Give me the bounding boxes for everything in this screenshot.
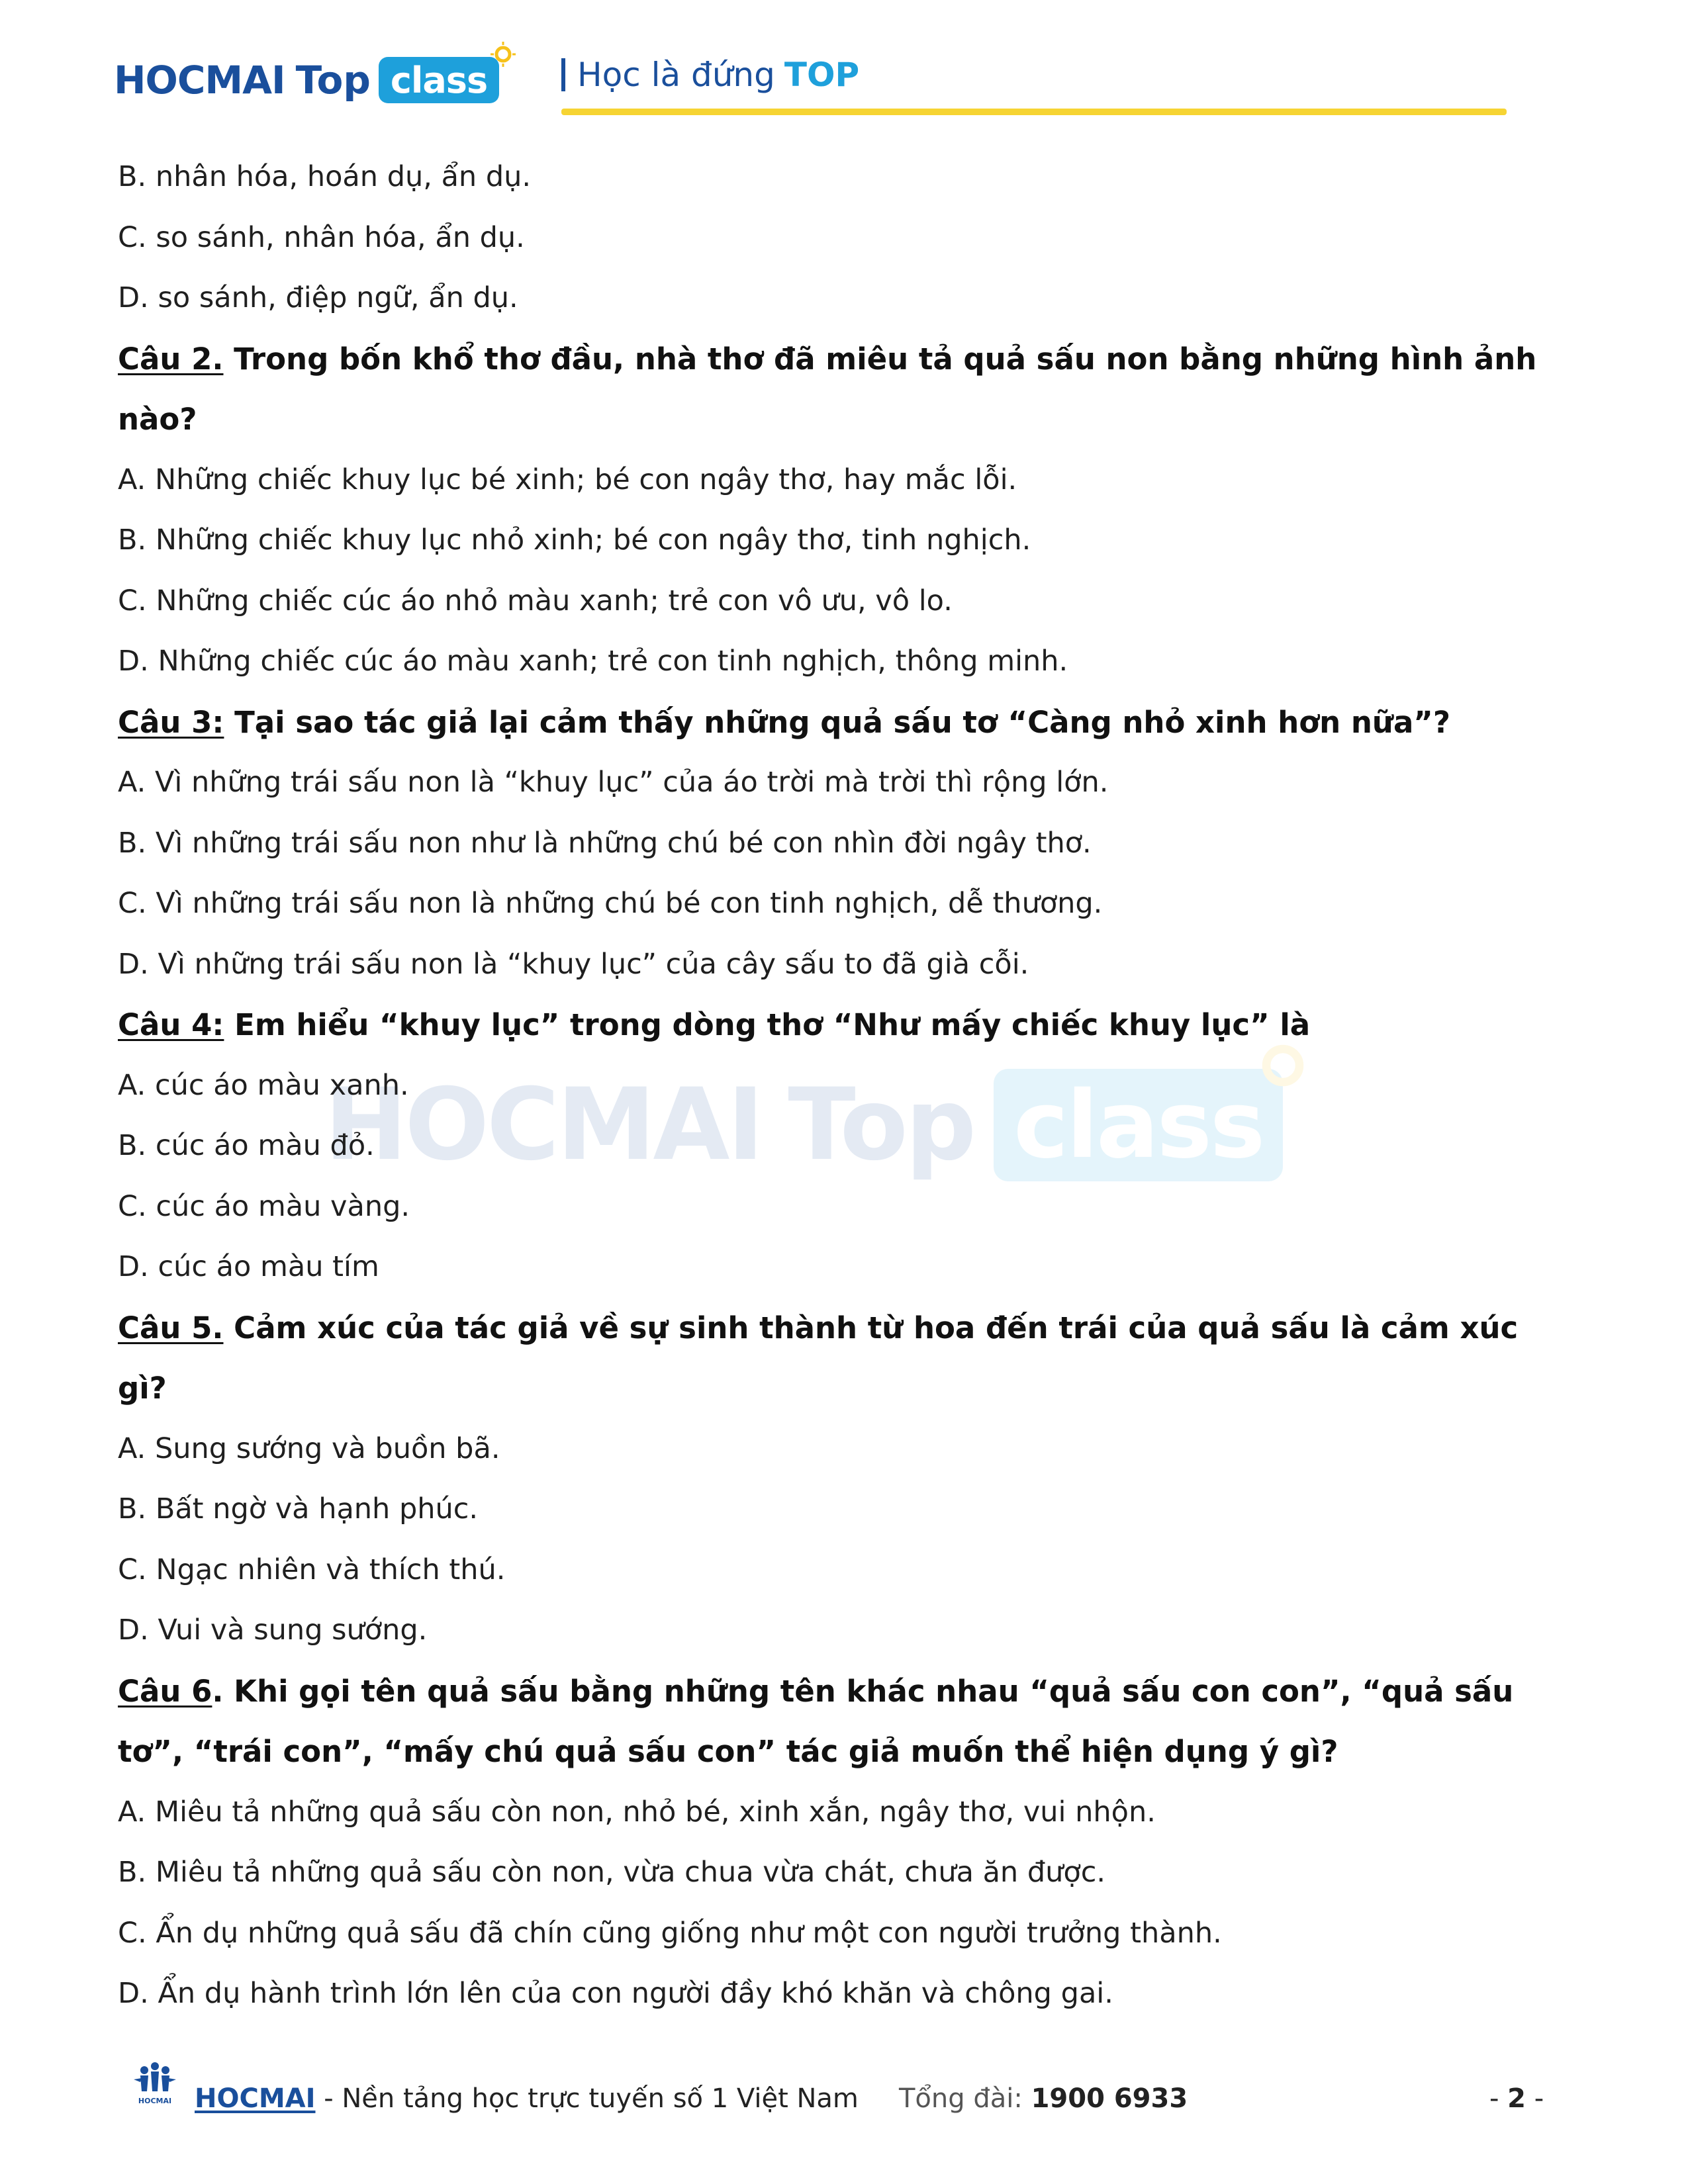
footer-tagline: [195, 2083, 859, 2114]
question-text: Cảm xúc của tác giả về sự sinh thành từ hoa đến trái của quả sấu là cảm xúc gì?: [118, 1310, 1519, 1406]
answer-option: C. Ẩn dụ những quả sấu đã chín cũng giống như một con người trưởng thành.: [118, 1916, 1222, 1950]
logo-top: Top: [295, 58, 371, 103]
page-header: [0, 0, 1688, 126]
page-footer: [0, 2058, 1688, 2131]
footer-brand-link[interactable]: HOCMAI: [195, 2083, 316, 2114]
page-number-prefix: -: [1489, 2083, 1508, 2114]
question-2: [118, 329, 1574, 450]
logo-class-badge: [379, 57, 499, 103]
answer-option: C. Những chiếc cúc áo nhỏ màu xanh; trẻ con vô ưu, vô lo.: [118, 584, 953, 617]
answer-option: C. cúc áo màu vàng.: [118, 1189, 410, 1223]
question-label: Câu 4:: [118, 1007, 224, 1042]
question-label: Câu 6: [118, 1673, 212, 1709]
page-number: [1489, 2083, 1544, 2114]
slogan-text: Học là đứng: [577, 56, 775, 94]
answer-option: D. cúc áo màu tím: [118, 1250, 379, 1283]
question-text: Trong bốn khổ thơ đầu, nhà thơ đã miêu tả quả sấu non bằng những hình ảnh nào?: [118, 341, 1537, 437]
answer-option: B. cúc áo màu đỏ.: [118, 1129, 375, 1162]
question-label: Câu 3:: [118, 704, 224, 740]
hocmai-topclass-logo: [114, 44, 499, 116]
answer-option: C. Ngạc nhiên và thích thú.: [118, 1553, 506, 1586]
answer-option: B. nhân hóa, hoán dụ, ẩn dụ.: [118, 160, 532, 193]
question-text: Tại sao tác giả lại cảm thấy những quả sấu tơ “Càng nhỏ xinh hơn nữa”?: [224, 704, 1450, 740]
sun-icon: [490, 41, 516, 68]
question-label: Câu 2.: [118, 341, 224, 377]
hotline-label: Tổng đài:: [899, 2083, 1031, 2114]
logo-class-text: class: [390, 59, 488, 101]
answer-option: D. Ẩn dụ hành trình lớn lên của con người đầy khó khăn và chông gai.: [118, 1977, 1113, 2010]
footer-hotline: [899, 2083, 1188, 2114]
question-6: [118, 1661, 1574, 1782]
question-4: [118, 995, 1574, 1056]
answer-option: B. Miêu tả những quả sấu còn non, vừa chua vừa chát, chưa ăn được.: [118, 1856, 1106, 1889]
page-number-value: 2: [1507, 2083, 1526, 2114]
answer-option: B. Bất ngờ và hạnh phúc.: [118, 1492, 479, 1525]
logo-brand: HOCMAI: [114, 58, 285, 103]
hocmai-footer-logo-icon: [131, 2062, 179, 2109]
answer-option: A. Miêu tả những quả sấu còn non, nhỏ bé, xinh xắn, ngây thơ, vui nhộn.: [118, 1795, 1156, 1829]
footer-logo-caption: HOCMAI: [138, 2097, 172, 2105]
answer-option: A. Những chiếc khuy lục bé xinh; bé con ngây thơ, hay mắc lỗi.: [118, 463, 1017, 496]
answer-option: A. Vì những trái sấu non là “khuy lục” của áo trời mà trời thì rộng lớn.: [118, 766, 1109, 799]
answer-option: A. Sung sướng và buồn bã.: [118, 1432, 500, 1465]
answer-option: D. Vui và sung sướng.: [118, 1614, 428, 1647]
watermark-class-text: class: [1013, 1071, 1264, 1179]
answer-option: A. cúc áo màu xanh.: [118, 1068, 409, 1102]
watermark-brand: HOCMAI: [324, 1068, 762, 1183]
answer-option: B. Vì những trái sấu non như là những chú bé con nhìn đời ngây thơ.: [118, 826, 1092, 860]
slogan-divider: [561, 58, 565, 91]
header-slogan: [561, 56, 859, 94]
question-5: [118, 1298, 1574, 1419]
question-text: Em hiểu “khuy lục” trong dòng thơ “Như mấy chiếc khuy lục” là: [224, 1007, 1311, 1042]
question-3: [118, 692, 1574, 753]
answer-option: D. so sánh, điệp ngữ, ẩn dụ.: [118, 281, 518, 314]
question-label: Câu 5.: [118, 1310, 224, 1345]
answer-option: B. Những chiếc khuy lục nhỏ xinh; bé con ngây thơ, tinh nghịch.: [118, 523, 1031, 557]
document-body: [118, 147, 1574, 2025]
hotline-number: 1900 6933: [1031, 2083, 1188, 2114]
answer-option: D. Vì những trái sấu non là “khuy lục” của cây sấu to đã già cỗi.: [118, 947, 1029, 981]
header-divider: [561, 109, 1507, 115]
answer-option: C. Vì những trái sấu non là những chú bé con tinh nghịch, dễ thương.: [118, 887, 1103, 920]
footer-tagline-text: - Nền tảng học trực tuyến số 1 Việt Nam: [315, 2083, 859, 2114]
watermark-top: Top: [788, 1068, 974, 1183]
page-number-suffix: -: [1526, 2083, 1544, 2114]
slogan-highlight: TOP: [784, 56, 860, 94]
answer-option: C. so sánh, nhân hóa, ẩn dụ.: [118, 220, 525, 254]
answer-option: D. Những chiếc cúc áo màu xanh; trẻ con tinh nghịch, thông minh.: [118, 645, 1068, 678]
question-text: . Khi gọi tên quả sấu bằng những tên khác nhau “quả sấu con con”, “quả sấu tơ”, “trái con”, “mấy chú quả sấu con” tác giả muốn thể hiện dụng ý gì?: [118, 1673, 1514, 1769]
